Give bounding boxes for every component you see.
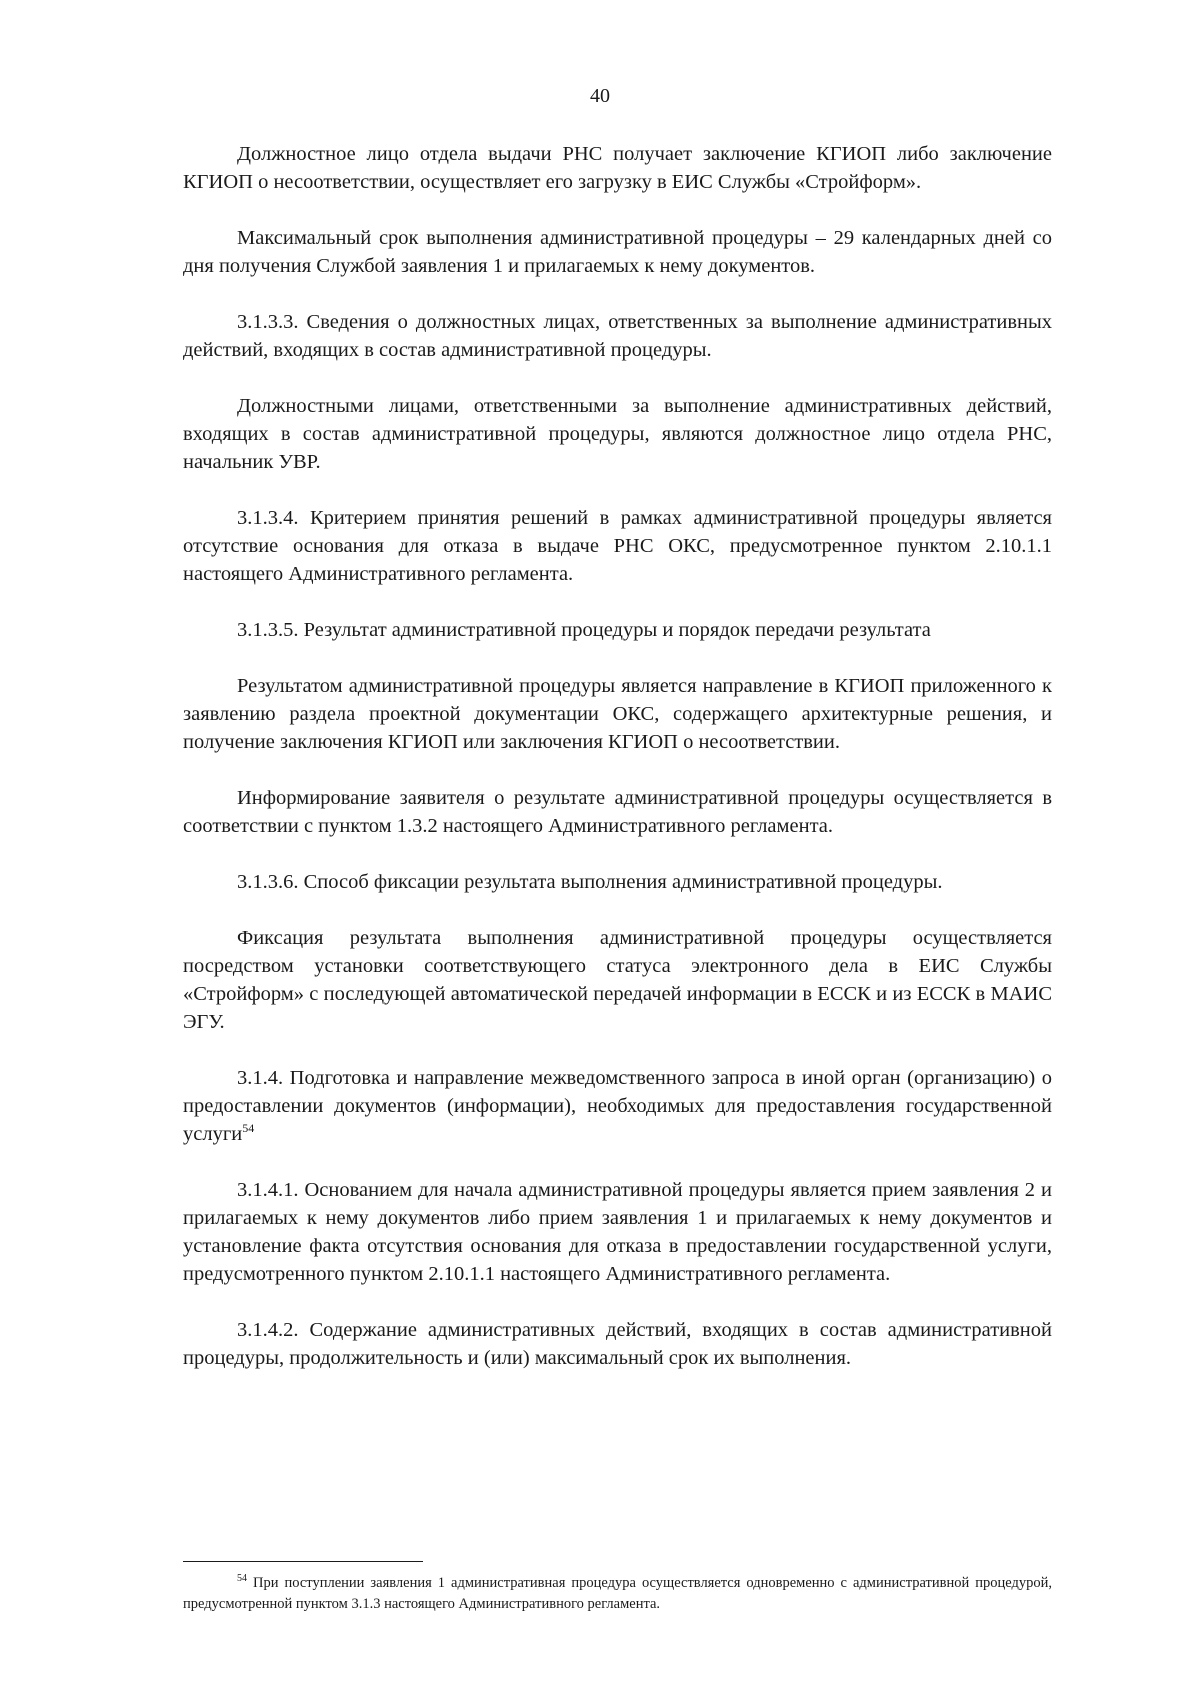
paragraph: Должностное лицо отдела выдачи РНС получает заключение КГИОП либо заключение КГИОП о несоответствии, осуществляет его загрузку в ЕИС Службы «Стройформ». xyxy=(183,143,1052,193)
section-heading: 3.1.3.6. Способ фиксации результата выполнения административной процедуры. xyxy=(237,871,943,893)
paragraph: 3.1.4.1. Основанием для начала административной процедуры является прием заявления 2 и прилагаемых к нему документов либо прием заявления 1 и прилагаемых к нему документов и установление факта отсутствия основания для отказа в предоставлении государственной услуги, предусмотренного пунктом 2.10.1.1 настоящего Административного регламента. xyxy=(183,1179,1052,1285)
paragraph: Должностными лицами, ответственными за выполнение административных действий, входящих в состав административной процедуры, являются должностное лицо отдела РНС, начальник УВР. xyxy=(183,395,1052,473)
page-number: 40 xyxy=(590,85,610,107)
paragraph: Результатом административной процедуры является направление в КГИОП приложенного к заявлению раздела проектной документации ОКС, содержащего архитектурные решения, и получение заключения КГИОП или заключения КГИОП о несоответствии. xyxy=(183,675,1052,753)
section-heading: 3.1.3.4. Критерием принятия решений в рамках административной процедуры является отсутствие основания для отказа в выдаче РНС ОКС, предусмотренное пунктом 2.10.1.1 настоящего Административного регламента. xyxy=(183,507,1052,585)
section-heading-with-footnote xyxy=(183,1064,1052,1148)
paragraph: Фиксация результата выполнения административной процедуры осуществляется посредством установки соответствующего статуса электронного дела в ЕИС Службы «Стройформ» с последующей автоматической передачей информации в ЕССК и из ЕССК в МАИС ЭГУ. xyxy=(183,927,1052,1033)
document-body xyxy=(183,140,1052,1400)
footnote-text: При поступлении заявления 1 административная процедура осуществляется одновременно с административной процедурой, предусмотренной пунктом 3.1.3 настоящего Административного регламента. xyxy=(183,1575,1053,1612)
paragraph: Максимальный срок выполнения административной процедуры – 29 календарных дней со дня получения Службой заявления 1 и прилагаемых к нему документов. xyxy=(183,227,1052,277)
footnote-marker: 54 xyxy=(237,1573,247,1585)
footnote-divider xyxy=(183,1561,423,1562)
section-heading: 3.1.3.3. Сведения о должностных лицах, ответственных за выполнение административных действий, входящих в состав административной процедуры. xyxy=(183,311,1052,361)
footnote xyxy=(183,1573,1052,1615)
section-heading: 3.1.4.2. Содержание административных действий, входящих в состав административной процедуры, продолжительность и (или) максимальный срок их выполнения. xyxy=(183,1319,1052,1369)
section-heading-text: 3.1.4. Подготовка и направление межведомственного запроса в иной орган (организацию) о предоставлении документов (информации), необходимых для предоставления государственной услуги xyxy=(183,1067,1052,1145)
footnote-reference: 54 xyxy=(242,1121,255,1136)
section-heading: 3.1.3.5. Результат административной процедуры и порядок передачи результата xyxy=(237,619,931,641)
paragraph: Информирование заявителя о результате административной процедуры осуществляется в соответствии с пунктом 1.3.2 настоящего Административного регламента. xyxy=(183,787,1052,837)
